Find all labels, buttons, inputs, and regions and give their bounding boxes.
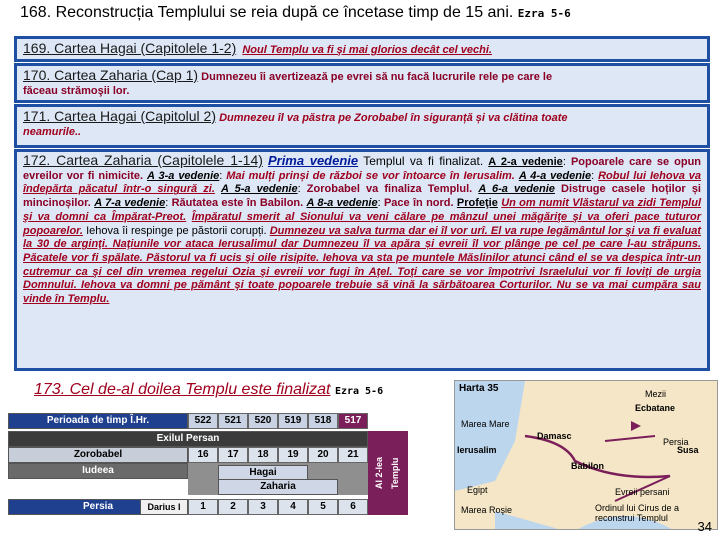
year-cell: 520 [248, 413, 278, 429]
box-170 [14, 63, 710, 103]
b169-head: 169. Cartea Hagai (Capitolele 1-2) [23, 40, 237, 56]
b170-head: 170. Cartea Zaharia (Cap 1) [23, 67, 199, 83]
hagai-bar: Hagai [218, 465, 308, 481]
year-cell: 522 [188, 413, 218, 429]
b172-v5: A 5-a vedenie [221, 183, 298, 196]
year-cell: 518 [308, 413, 338, 429]
page-number: 34 [697, 519, 712, 534]
side-label-2: Templu [390, 457, 400, 489]
iudeea-label: Iudeea [8, 463, 188, 479]
year-cell: 517 [338, 413, 368, 429]
darius-label: Darius I [140, 499, 188, 515]
b171-head: 171. Cartea Hagai (Capitolul 2) [23, 108, 216, 124]
b171-desc2: neamurile.. [23, 126, 82, 139]
timeline-years [188, 413, 368, 429]
zorobabel-label: Zorobabel [8, 447, 188, 463]
b172-v8: A 8-a vedenie [306, 197, 378, 210]
map-title: Harta 35 [459, 383, 499, 394]
b169-desc: Noul Templu va fi şi mai glorios decât cel vechi. [242, 44, 492, 56]
b172-prof: Profeţie [456, 197, 498, 210]
b172-v1: Prima vedenie [267, 153, 359, 168]
page-title: 168. Reconstrucția Templului se reia după ce încetase timp de 15 ani. Ezra 5-6 [20, 4, 571, 21]
title-ref: Ezra 5-6 [517, 7, 571, 20]
b172-v4: A 4-a vedenie [518, 169, 592, 182]
timeline-header: Perioada de timp Î.Hr. [8, 413, 188, 429]
box-169 [14, 36, 710, 62]
b171-desc: Dumnezeu îl va păstra pe Zorobabel în siguranță și va clătina toate [219, 112, 568, 124]
map: Harta 35 Mezii Ecbatane Marea Mare Damasc Ierusalim Persia Babilon Susa Egipt Marea Roşie Evreii persani Ordinul lui Cirus de a reconstrui Templul [454, 380, 718, 530]
b172-head: 172. Cartea Zaharia (Capitolele 1-14) [23, 152, 263, 168]
b170-desc: Dumnezeu îi avertizează pe evrei să nu facă lucrurile rele pe care le [201, 71, 553, 83]
box-172: 172. Cartea Zaharia (Capitolele 1-14) Prima vedenie Templul va fi finalizat. A 2-a vedenie: Popoarele care se opun evreilor vor fi nimicite. A 3-a vedenie: Mai mulți prinși de război se vor întoarce în Ierusalim. A 4-a vedenie: Robul lui Iehova va îndepărta păcatul într-o singură zi. A 5-a vedenie: Zorobabel va finaliza Templul. A 6-a vedenie Distruge casele hoților și mincinoșilor. A 7-a vedenie: Răutatea este în Babilon. A 8-a vedenie: Pace în nord. Profeţie Un om numit Vlăstarul va zidi Templul şi va domni ca Împărat-Preot. Împăratul smerit al Sionului va veni călare pe mânzul unei măgăriţe şi va oferi pace tuturor popoarelor. Iehova îi respinge pe păstorii corupți. Dumnezeu va salva turma dar ei îl vor urî. El va rupe legământul lor şi va fi evaluat la 30 de arginţi. Naţiunile vor ataca Ierusalimul dar Dumnezeu îl va apăra și evreii îl vor plânge pe cel pe care l-au străpuns. Păcatele vor fi spălate. Păstorul va fi ucis şi oile risipite. Iehova va sta pe muntele Măslinilor atunci când el se va despica într-un cutremur ca şi cel din vremea regelui Ozia şi evreii vor fugi în Aţel. Toţi care se vor împotrivi Israelului vor fi loviţi de urgia Domnului. Iehova va domni pe pământ şi toate popoarele trebuie să vină la sărbătoarea Corturilor. Nu se va mai cumpăra sau vinde în Templu. [14, 149, 710, 371]
b172-v3: A 3-a vedenie [147, 169, 220, 182]
box-173: 173. Cel de-al doilea Templu este finalizat Ezra 5-6 [34, 381, 384, 398]
b172-v7: A 7-a vedenie [94, 197, 166, 210]
timeline-table: Perioada de timp Î.Hr. 522 521 520 519 518 517 Exilul Persan Zorobabel Iudeea 16 17 18 19 20 21 Hagai Zaharia Persia 1 2 3 4 5 6 Darius I Al 2-lea Templu [8, 413, 408, 517]
year-cell: 521 [218, 413, 248, 429]
side-label-1: Al 2-lea [374, 457, 384, 490]
zaharia-bar: Zaharia [218, 479, 338, 495]
year-cell: 519 [278, 413, 308, 429]
b172-v2: A 2-a vedenie [488, 156, 563, 168]
exil-row: Exilul Persan [8, 431, 368, 447]
b172-v6: A 6-a vedenie [478, 183, 555, 196]
b170-desc2: făceau strămoşii lor. [23, 85, 130, 98]
persia-label: Persia [8, 499, 188, 515]
box-171 [14, 104, 710, 148]
